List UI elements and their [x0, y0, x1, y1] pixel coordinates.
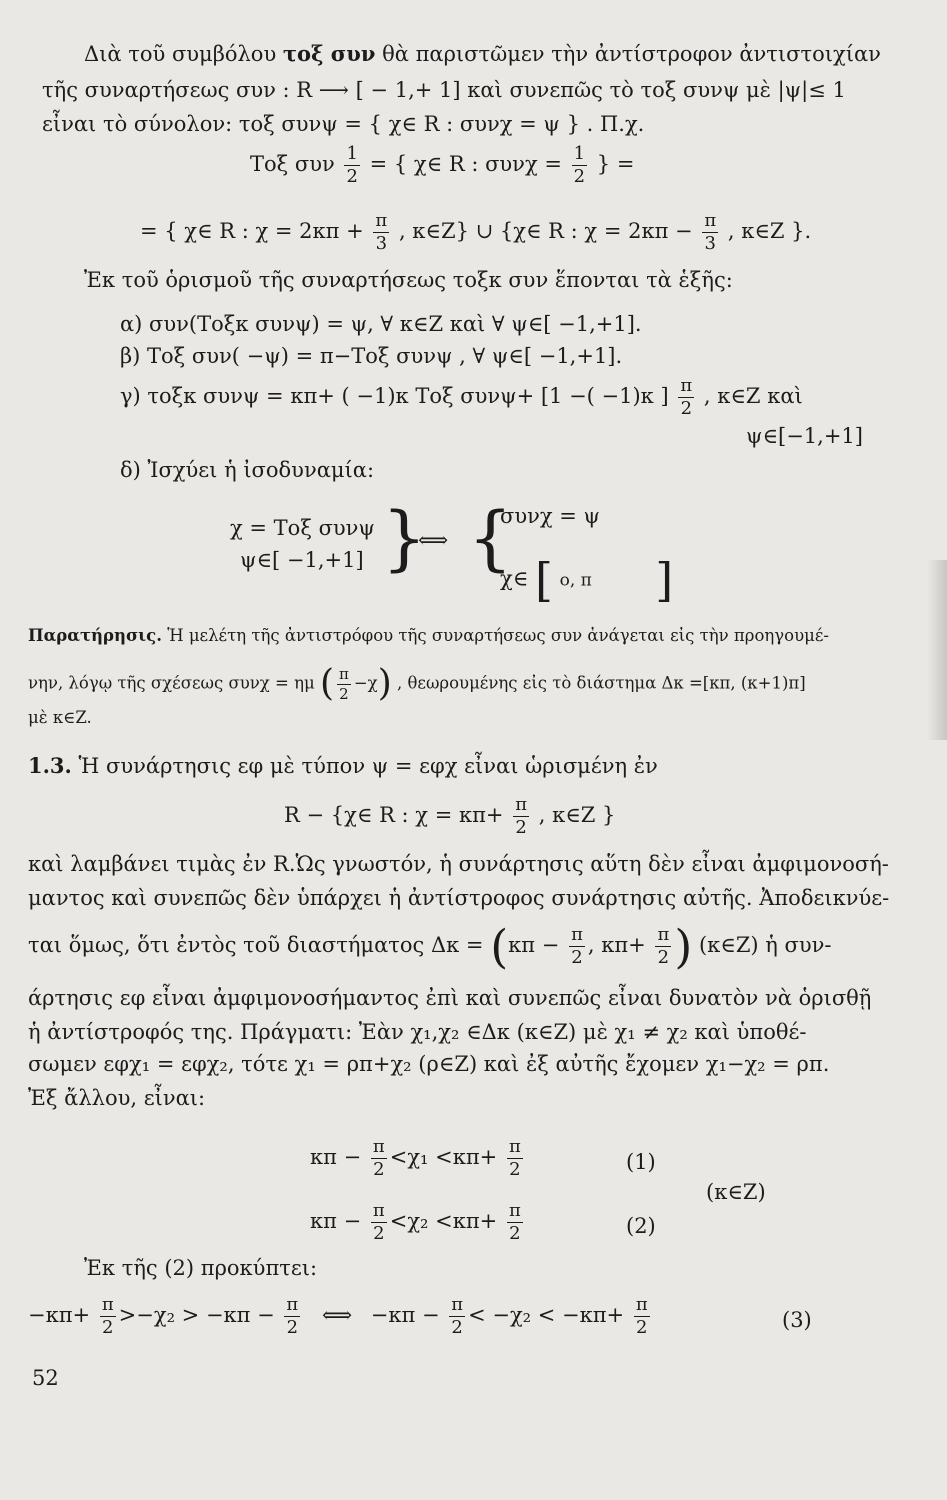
intro-line-1: Διὰ τοῦ συμβόλου τοξ συν θὰ παριστῶμεν τὴν ἀντίστροφον ἀντιστοιχίαν [84, 41, 881, 66]
k-in-z-note: (κ∈Z) [706, 1180, 766, 1204]
fraction-one-half: $\frac{1}{2}$ [573, 143, 586, 187]
equation-tag-1: (1) [626, 1150, 656, 1174]
section-para-7: Ἐξ ἄλλου, εἶναι: [28, 1086, 206, 1110]
inequality-1: κπ − $\frac{\pi}{2}$ <χ₁ <κπ+ $\frac{\pi}{2}$ [310, 1136, 521, 1180]
fraction-one-half: $\frac{1}{2}$ [346, 143, 358, 187]
left-brace-icon: { [468, 497, 513, 579]
fraction-pi-2: $\frac{\pi}{2}$ [372, 1200, 385, 1244]
fraction-pi-3: $\frac{\pi}{3}$ [375, 210, 388, 254]
fraction-pi-2: $\frac{\pi}{2}$ [451, 1294, 464, 1338]
section-heading: 1.3. Ἡ συνάρτησις εφ μὲ τύπον ψ = εφχ εἶναι ὡρισμένη ἐν [28, 753, 658, 778]
section-para-5: ἡ ἀντίστροφός της. Πράγματι: Ἐὰν χ₁,χ₂ ∈Δκ (κ∈Z) μὲ χ₁ ≠ χ₂ καὶ ὑποθέ- [28, 1020, 807, 1044]
page-edge-shadow [927, 560, 947, 740]
fraction-pi-2: $\frac{\pi}{2}$ [339, 664, 349, 703]
equivalence-arrow: ⟺ [418, 528, 449, 552]
fraction-pi-2: $\frac{\pi}{2}$ [680, 375, 693, 419]
section-para-6: σωμεν εφχ₁ = εφχ₂, τότε χ₁ = ρπ+χ₂ (ρ∈Z) καὶ ἐξ αὐτῆς ἔχομεν χ₁−χ₂ = ρπ. [28, 1052, 830, 1076]
fraction-pi-2: $\frac{\pi}{2}$ [508, 1200, 521, 1244]
section-para-2: μαντος καὶ συνεπῶς δὲν ὑπάρχει ἡ ἀντίστροφος συνάρτησις αὐτῆς. Ἀποδεικνύε- [28, 886, 890, 910]
fraction-pi-2: $\frac{\pi}{2}$ [286, 1294, 299, 1338]
domain-set: R − {χ∈ R : χ = κπ+ $\frac{\pi}{2}$ , κ∈Z } [284, 794, 616, 838]
fraction-pi-2: $\frac{\pi}{2}$ [635, 1294, 648, 1338]
equation-solution-set: = { χ∈ R : χ = 2κπ + $\frac{\pi}{3}$ , κ∈Z} ∪ {χ∈ R : χ = 2κπ − $\frac{\pi}{3}$ , κ∈Z }. [140, 210, 812, 254]
item-delta: δ) Ἰσχύει ἡ ἰσοδυναμία: [120, 458, 375, 482]
left-paren-icon: ( [490, 919, 509, 974]
page-number: 52 [32, 1366, 59, 1390]
equation-tag-3: (3) [782, 1308, 812, 1332]
item-gamma: γ) τοξκ συνψ = κπ+ ( −1)κ Τοξ συνψ+ [1 −( −1)κ ] $\frac{\pi}{2}$ , κ∈Z καὶ [120, 375, 803, 419]
intro-line-2: τῆς συναρτήσεως συν : R ⟶ [ − 1,+ 1] καὶ συνεπῶς τὸ τοξ συνψ μὲ |ψ|≤ 1 [42, 78, 846, 102]
derivation-intro: Ἐκ τῆς (2) προκύπτει: [84, 1256, 318, 1280]
item-alpha: α) συν(Τοξκ συνψ) = ψ, ∀ κ∈Z καὶ ∀ ψ∈[ −1,+1]. [120, 312, 642, 336]
right-paren-icon: ) [377, 663, 392, 704]
item-beta: β) Τοξ συν( −ψ) = π−Τοξ συνψ , ∀ ψ∈[ −1,+1]. [120, 344, 623, 368]
section-para-4: άρτησις εφ εἶναι ἀμφιμονοσήμαντος ἐπὶ καὶ συνεπῶς εἶναι δυνατὸν νὰ ὁρισθῇ [28, 986, 872, 1010]
right-brace-icon: } [382, 497, 427, 579]
fraction-pi-2: $\frac{\pi}{2}$ [101, 1294, 114, 1338]
left-paren-icon: ( [319, 663, 334, 704]
equiv-right-1: συνχ = ψ [500, 504, 601, 528]
equation-tox-syn-half: Τοξ συν $\frac{1}{2}$ = { χ∈ R : συνχ = $\frac{1}{2}$ } = [250, 143, 635, 187]
intro-line-3: εἶναι τὸ σύνολον: τοξ συνψ = { χ∈ R : συνχ = ψ } . Π.χ. [42, 112, 645, 136]
fraction-pi-2: $\frac{\pi}{2}$ [657, 924, 670, 968]
left-bracket-icon: [ [534, 553, 553, 607]
right-paren-icon: ) [674, 919, 693, 974]
consequences-intro: Ἐκ τοῦ ὁρισμοῦ τῆς συναρτήσεως τοξκ συν ἕπονται τὰ ἑξῆς: [84, 268, 733, 292]
remark-line-2: νην, λόγῳ τῆς σχέσεως συνχ = ημ ( $\frac{\pi}{2}$ −χ) , θεωρουμένης εἰς τὸ διάστημα Δκ =[κπ, (κ+1)π] [28, 663, 806, 704]
fraction-pi-2: $\frac{\pi}{2}$ [372, 1136, 385, 1180]
right-bracket-icon: ] [655, 553, 674, 607]
section-para-3: ται ὅμως, ὅτι ἐντὸς τοῦ διαστήματος Δκ = (κπ − $\frac{\pi}{2}$ , κπ+ $\frac{\pi}{2}$ ) (κ∈Z) ἡ συν- [28, 919, 832, 974]
inequality-2: κπ − $\frac{\pi}{2}$ <χ₂ <κπ+ $\frac{\pi}{2}$ [310, 1200, 521, 1244]
fraction-pi-2: $\frac{\pi}{2}$ [571, 924, 583, 968]
fraction-pi-3: $\frac{\pi}{3}$ [704, 210, 717, 254]
equation-tag-2: (2) [626, 1214, 656, 1238]
fraction-pi-2: $\frac{\pi}{2}$ [508, 1136, 521, 1180]
item-gamma-condition: ψ∈[−1,+1] [746, 424, 863, 448]
equation-3: −κπ+ $\frac{\pi}{2}$ >−χ₂ > −κπ − $\frac{\pi}{2}$ ⟺ −κπ − $\frac{\pi}{2}$ < −χ₂ < −κπ+ $\frac{\pi}{2}$ [28, 1294, 648, 1338]
equiv-left-1: χ = Τοξ συνψ [230, 516, 375, 540]
equiv-right-2: χ∈ [ ο, π ] [500, 553, 674, 607]
section-para-1: καὶ λαμβάνει τιμὰς ἐν R.Ὡς γνωστόν, ἡ συνάρτησις αὕτη δὲν εἶναι ἀμφιμονοσή- [28, 852, 889, 876]
fraction-pi-2: $\frac{\pi}{2}$ [515, 794, 528, 838]
equiv-left-2: ψ∈[ −1,+1] [240, 548, 364, 572]
remark-line-1: Παρατήρησις. Ἡ μελέτη τῆς ἀντιστρόφου τῆς συναρτήσεως συν ἀνάγεται εἰς τὴν προηγουμέ- [28, 626, 829, 645]
remark-line-3: μὲ κ∈Z. [28, 708, 92, 727]
